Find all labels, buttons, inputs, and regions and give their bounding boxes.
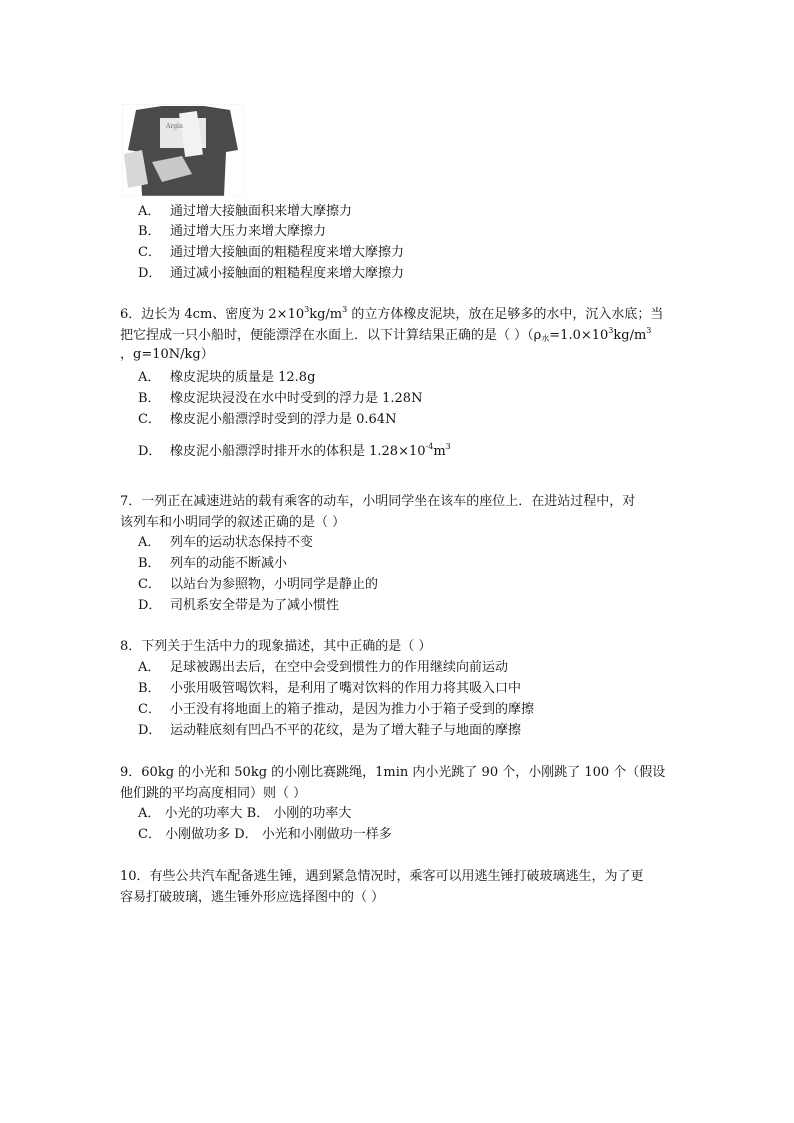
superscript: 3 <box>608 326 614 335</box>
q5-option-a[interactable] <box>138 202 352 222</box>
option-letter: C． <box>138 702 161 717</box>
option-letter: C． <box>138 412 161 427</box>
option-letter: B． <box>138 391 161 406</box>
option-text: 橡皮泥小船漂浮时受到的浮力是 0.64N <box>170 412 397 427</box>
q8-option-a[interactable] <box>138 658 508 678</box>
option-text: 通过增大接触面的粗糙程度来增大摩擦力 <box>170 245 405 260</box>
text-segment: 把它捏成一只小船时，便能漂浮在水面上．以下计算结果正确的是（ ）（ρ <box>120 328 542 343</box>
option-letter: C． <box>138 245 161 260</box>
option-letter: B． <box>138 224 161 239</box>
option-text: 司机系安全带是为了减小惯性 <box>170 598 340 613</box>
q5-option-d[interactable] <box>138 264 404 284</box>
text-segment: m <box>433 444 446 459</box>
option-letter: D． <box>138 266 162 281</box>
option-text: 运动鞋底刻有凹凸不平的花纹，是为了增大鞋子与地面的摩擦 <box>170 723 522 738</box>
option-letter: D． <box>138 598 162 613</box>
option-letter: C． <box>138 577 161 592</box>
option-text: 橡皮泥块的质量是 12.8g <box>170 370 316 385</box>
option-text: 列车的运动状态保持不变 <box>170 535 314 550</box>
text-segment: =1.0×10 <box>549 328 609 343</box>
option-text: 以站台为参照物，小明同学是静止的 <box>170 577 379 592</box>
option-letter: A． <box>138 660 161 675</box>
q9-options-row-1[interactable]: A． 小光的功率大 B． 小刚的功率大 <box>138 806 352 821</box>
option-text: 通过增大接触面积来增大摩擦力 <box>170 204 353 219</box>
option-text: 通过减小接触面的粗糙程度来增大摩擦力 <box>170 266 405 281</box>
q5-option-c[interactable] <box>138 243 404 263</box>
q7-stem-line-2: 该列车和小明同学的叙述正确的是（ ） <box>120 515 346 530</box>
q8-stem-line-1: 8．下列关于生活中力的现象描述，其中正确的是（ ） <box>120 639 432 654</box>
superscript: -4 <box>425 442 434 451</box>
text-segment: 6．边长为 4cm、密度为 2×10 <box>120 307 305 322</box>
q5-option-b[interactable] <box>138 222 326 242</box>
option-text: 橡皮泥小船漂浮时排开水的体积是 1.28×10 <box>170 444 426 459</box>
q8-option-d[interactable] <box>138 721 521 741</box>
q8-option-b[interactable] <box>138 679 521 699</box>
text-segment: kg/m <box>613 328 647 343</box>
q9-options-row-2[interactable]: C． 小刚做功多 D． 小光和小刚做功一样多 <box>138 827 392 842</box>
q9-stem-line-1: 9．60kg 的小光和 50kg 的小刚比赛跳绳，1min 内小光跳了 90 个，小刚跳了 100 个（假设 <box>120 765 666 780</box>
q6-stem-line-3: ，g=10N/kg） <box>120 347 214 362</box>
option-letter: D． <box>138 723 162 738</box>
q7-option-b[interactable] <box>138 554 287 574</box>
subscript: 水 <box>541 334 550 343</box>
superscript: 3 <box>342 305 348 314</box>
q7-option-a[interactable] <box>138 533 313 553</box>
q6-option-c[interactable] <box>138 410 396 430</box>
option-text: 小张用吸管喝饮料，是利用了嘴对饮料的作用力将其吸入口中 <box>170 681 522 696</box>
q7-option-d[interactable] <box>138 596 339 616</box>
text-segment: 的立方体橡皮泥块，放在足够多的水中，沉入水底；当 <box>347 307 664 322</box>
option-text: 通过增大压力来增大摩擦力 <box>170 224 327 239</box>
option-letter: A． <box>138 535 161 550</box>
q7-stem-line-1: 7．一列正在减速进站的载有乘客的动车，小明同学坐在该车的座位上．在进站过程中，对 <box>120 494 636 509</box>
superscript: 3 <box>646 326 652 335</box>
q6-option-b[interactable] <box>138 389 422 409</box>
svg-text:Argin: Argin <box>166 123 183 130</box>
q6-stem-line-1 <box>120 305 663 325</box>
superscript: 3 <box>445 442 451 451</box>
option-letter: D． <box>138 444 162 459</box>
option-letter: B． <box>138 556 161 571</box>
q7-option-c[interactable] <box>138 575 378 595</box>
shirt-photo <box>122 104 244 196</box>
option-letter: A． <box>138 204 161 219</box>
q10-stem-line-1: 10．有些公共汽车配备逃生锤，遇到紧急情况时，乘客可以用逃生锤打破玻璃逃生，为了更 <box>120 869 644 884</box>
option-letter: B． <box>138 681 161 696</box>
q9-stem-line-2: 他们跳的平均高度相同）则（ ） <box>120 786 307 801</box>
q8-option-c[interactable] <box>138 700 534 720</box>
q6-option-d[interactable] <box>138 442 451 462</box>
option-text: 足球被踢出去后，在空中会受到惯性力的作用继续向前运动 <box>170 660 509 675</box>
q6-stem-line-2 <box>120 326 651 346</box>
superscript: 3 <box>304 305 310 314</box>
q6-option-a[interactable] <box>138 368 315 388</box>
option-text: 橡皮泥块浸没在水中时受到的浮力是 1.28N <box>170 391 423 406</box>
option-letter: A． <box>138 370 161 385</box>
q10-stem-line-2: 容易打破玻璃，逃生锤外形应选择图中的（ ） <box>120 890 385 905</box>
text-segment: kg/m <box>309 307 343 322</box>
option-text: 小王没有将地面上的箱子推动，是因为推力小于箱子受到的摩擦 <box>170 702 535 717</box>
option-text: 列车的动能不断减小 <box>170 556 288 571</box>
